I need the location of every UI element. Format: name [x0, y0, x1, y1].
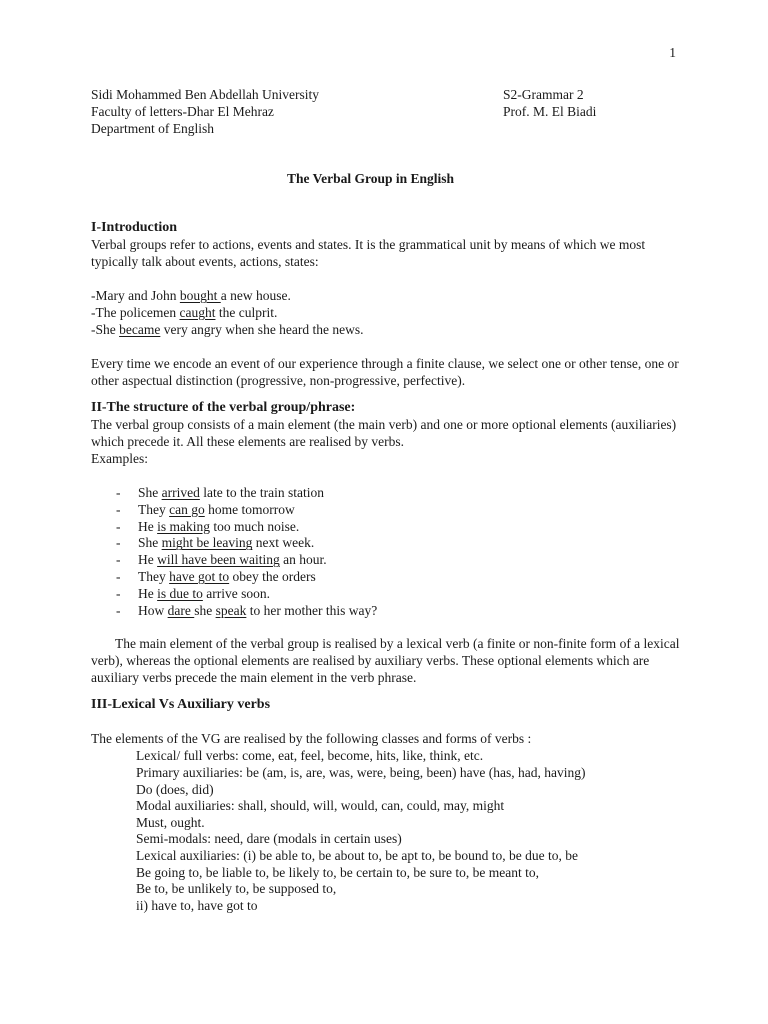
list-item: Primary auxiliaries: be (am, is, are, was, were, being, been) have (has, had, having) — [136, 764, 586, 780]
list-item: Lexical/ full verbs: come, eat, feel, become, hits, like, think, etc. — [136, 748, 484, 764]
intro-paragraph-2: Every time we encode an event of our experience through a finite clause, we select one or other tense, one or other aspectual distinction (progressive, non-progressive, perfective). — [91, 356, 679, 388]
header-university: Sidi Mohammed Ben Abdellah University — [91, 87, 319, 102]
intro-paragraph: Verbal groups refer to actions, events and states. It is the grammatical unit by means of which we most typically talk about events, actions, states: — [91, 237, 646, 269]
list-item: - They have got to obey the orders — [116, 568, 316, 584]
examples-list — [91, 484, 681, 618]
intro-example: -She became very angry when she heard the news. — [91, 322, 364, 337]
list-item: Semi-modals: need, dare (modals in certain uses) — [136, 831, 402, 847]
list-item: Be to, be unlikely to, be supposed to, — [136, 881, 337, 897]
list-item: Must, ought. — [136, 814, 205, 830]
intro-example: -The policemen caught the culprit. — [91, 305, 278, 320]
list-item: Do (does, did) — [136, 781, 214, 797]
header-department: Department of English — [91, 121, 214, 136]
list-item: - How dare she speak to her mother this way? — [116, 602, 378, 618]
section-heading-lexical-vs-auxiliary: III-Lexical Vs Auxiliary verbs — [91, 697, 271, 713]
structure-paragraph: The verbal group consists of a main element (the main verb) and one or more optional elements (auxiliaries) which precede it. All these elements are realised by verbs. — [91, 417, 677, 449]
list-item: Be going to, be liable to, be likely to, be certain to, be sure to, be meant to, — [136, 864, 540, 880]
header-faculty: Faculty of letters-Dhar El Mehraz — [91, 104, 274, 119]
list-item: ii) have to, have got to — [136, 897, 258, 913]
list-item: - She might be leaving next week. — [116, 535, 315, 551]
list-item: - He will have been waiting an hour. — [116, 552, 327, 568]
lexical-intro: The elements of the VG are realised by the following classes and forms of verbs : — [91, 731, 532, 747]
intro-example: -Mary and John bought a new house. — [91, 288, 291, 303]
section-heading-introduction: I-Introduction — [91, 220, 178, 235]
structure-paragraph-2: The main element of the verbal group is realised by a lexical verb (a finite or non-finite form of a lexical verb), whereas the optional elements are realised by auxiliary verbs. These optional elements which are auxiliary verbs precede the main element in the verb phrase. — [91, 636, 680, 686]
list-item: - He is due to arrive soon. — [116, 585, 270, 601]
document-title: The Verbal Group in English — [286, 171, 455, 186]
document-body — [91, 219, 681, 913]
header-professor: Prof. M. El Biadi — [503, 104, 597, 119]
page-number: 1 — [669, 45, 676, 60]
list-item: Lexical auxiliaries: (i) be able to, be about to, be apt to, be bound to, be due to, be — [136, 847, 578, 863]
list-item: Modal auxiliaries: shall, should, will, would, can, could, may, might — [136, 798, 505, 814]
examples-label: Examples: — [91, 451, 148, 466]
list-item: - He is making too much noise. — [116, 518, 300, 534]
section-heading-structure: II-The structure of the verbal group/phrase: — [91, 400, 356, 415]
verb-classes-list — [91, 747, 681, 913]
header-course: S2-Grammar 2 — [503, 87, 584, 102]
document-header — [91, 86, 681, 137]
list-item: - They can go home tomorrow — [116, 501, 295, 517]
list-item: - She arrived late to the train station — [116, 485, 324, 500]
